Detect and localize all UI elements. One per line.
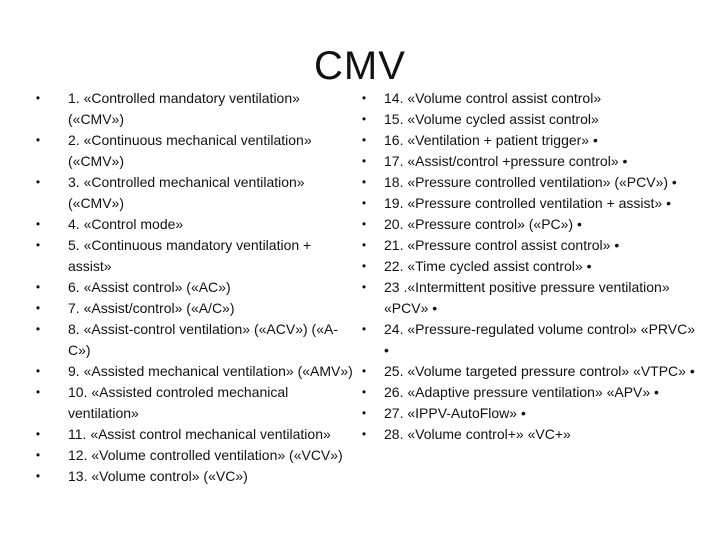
list-item <box>28 130 358 172</box>
bullet-icon: • <box>35 175 41 189</box>
slide-title: CMV <box>314 44 406 88</box>
list-item <box>28 298 358 319</box>
bullet-icon: • <box>361 133 367 147</box>
list-item-text: 3. «Controlled mechanical ventilation» («CMV») <box>68 174 305 211</box>
list-item <box>28 214 358 235</box>
bullet-icon: • <box>361 427 367 441</box>
bullet-icon: • <box>361 406 367 420</box>
list-item <box>28 88 358 130</box>
bullet-icon: • <box>361 196 367 210</box>
bullet-icon: • <box>361 112 367 126</box>
list-item-text: 12. «Volume controlled ventilation» («VCV») <box>68 447 343 463</box>
list-item-text: 7. «Assist/control» («A/C») <box>68 300 235 316</box>
list-item <box>356 403 696 424</box>
list-item-text: 11. «Assist control mechanical ventilation» <box>68 426 331 442</box>
list-item <box>356 109 696 130</box>
list-item <box>28 445 358 466</box>
list-item <box>356 151 696 172</box>
list-item <box>356 193 696 214</box>
list-item-text: 27. «IPPV-AutoFlow» • <box>384 405 526 421</box>
list-item <box>28 277 358 298</box>
list-item-text: 14. «Volume control assist control» <box>384 90 602 106</box>
bullet-icon: • <box>361 280 367 294</box>
list-item-text: 22. «Time cycled assist control» • <box>384 258 592 274</box>
list-item <box>28 361 358 382</box>
list-item-text: 2. «Continuous mechanical ventilation» («CMV») <box>68 132 312 169</box>
list-item-text: 9. «Assisted mechanical ventilation» («AMV») <box>68 363 353 379</box>
list-item-text: 13. «Volume control» («VC») <box>68 468 248 484</box>
list-item <box>356 277 696 319</box>
right-column-list <box>356 88 696 445</box>
bullet-icon: • <box>35 322 41 336</box>
bullet-icon: • <box>35 91 41 105</box>
list-item <box>28 235 358 277</box>
list-item <box>28 172 358 214</box>
bullet-icon: • <box>35 238 41 252</box>
list-item-text: 5. «Continuous mandatory ventilation + assist» <box>68 237 312 274</box>
bullet-icon: • <box>35 364 41 378</box>
bullet-icon: • <box>35 385 41 399</box>
list-item <box>356 319 696 361</box>
list-item-text: 20. «Pressure control» («PC») • <box>384 216 582 232</box>
list-item-text: 16. «Ventilation + patient trigger» • <box>384 132 598 148</box>
list-item <box>356 382 696 403</box>
bullet-icon: • <box>361 238 367 252</box>
bullet-icon: • <box>35 469 41 483</box>
bullet-icon: • <box>35 448 41 462</box>
list-item <box>28 319 358 361</box>
list-item <box>28 424 358 445</box>
bullet-icon: • <box>35 427 41 441</box>
list-item-text: 15. «Volume cycled assist control» <box>384 111 599 127</box>
list-item-text: 1. «Controlled mandatory ventilation» («CMV») <box>68 90 300 127</box>
list-item <box>356 361 696 382</box>
bullet-icon: • <box>361 154 367 168</box>
list-item <box>356 172 696 193</box>
list-item-text: 28. «Volume control+» «VC+» <box>384 426 571 442</box>
bullet-icon: • <box>361 217 367 231</box>
bullet-icon: • <box>361 385 367 399</box>
list-item <box>28 382 358 424</box>
list-item <box>356 130 696 151</box>
bullet-icon: • <box>361 322 367 336</box>
list-item-text: 8. «Assist-control ventilation» («ACV») («A-C») <box>68 321 338 358</box>
bullet-icon: • <box>35 217 41 231</box>
list-item <box>356 424 696 445</box>
list-item-text: 23 .«Intermittent positive pressure ventilation» «PCV» • <box>384 279 670 316</box>
list-item <box>356 88 696 109</box>
left-column-list <box>28 88 358 487</box>
bullet-icon: • <box>361 259 367 273</box>
list-item-text: 24. «Pressure-regulated volume control» «PRVC» • <box>384 321 696 358</box>
bullet-icon: • <box>361 364 367 378</box>
list-item-text: 25. «Volume targeted pressure control» «VTPC» • <box>384 363 695 379</box>
list-item-text: 17. «Assist/control +pressure control» • <box>384 153 628 169</box>
list-item <box>356 256 696 277</box>
list-item <box>356 235 696 256</box>
list-item-text: 21. «Pressure control assist control» • <box>384 237 620 253</box>
list-item <box>356 214 696 235</box>
bullet-icon: • <box>35 301 41 315</box>
list-item-text: 4. «Control mode» <box>68 216 184 232</box>
bullet-icon: • <box>361 91 367 105</box>
list-item-text: 26. «Adaptive pressure ventilation» «APV» • <box>384 384 659 400</box>
list-item-text: 19. «Pressure controlled ventilation + assist» • <box>384 195 671 211</box>
list-item-text: 18. «Pressure controlled ventilation» («PCV») • <box>384 174 677 190</box>
bullet-icon: • <box>35 133 41 147</box>
list-item-text: 6. «Assist control» («AC») <box>68 279 231 295</box>
bullet-icon: • <box>35 280 41 294</box>
bullet-icon: • <box>361 175 367 189</box>
list-item-text: 10. «Assisted controled mechanical ventilation» <box>68 384 289 421</box>
list-item <box>28 466 358 487</box>
